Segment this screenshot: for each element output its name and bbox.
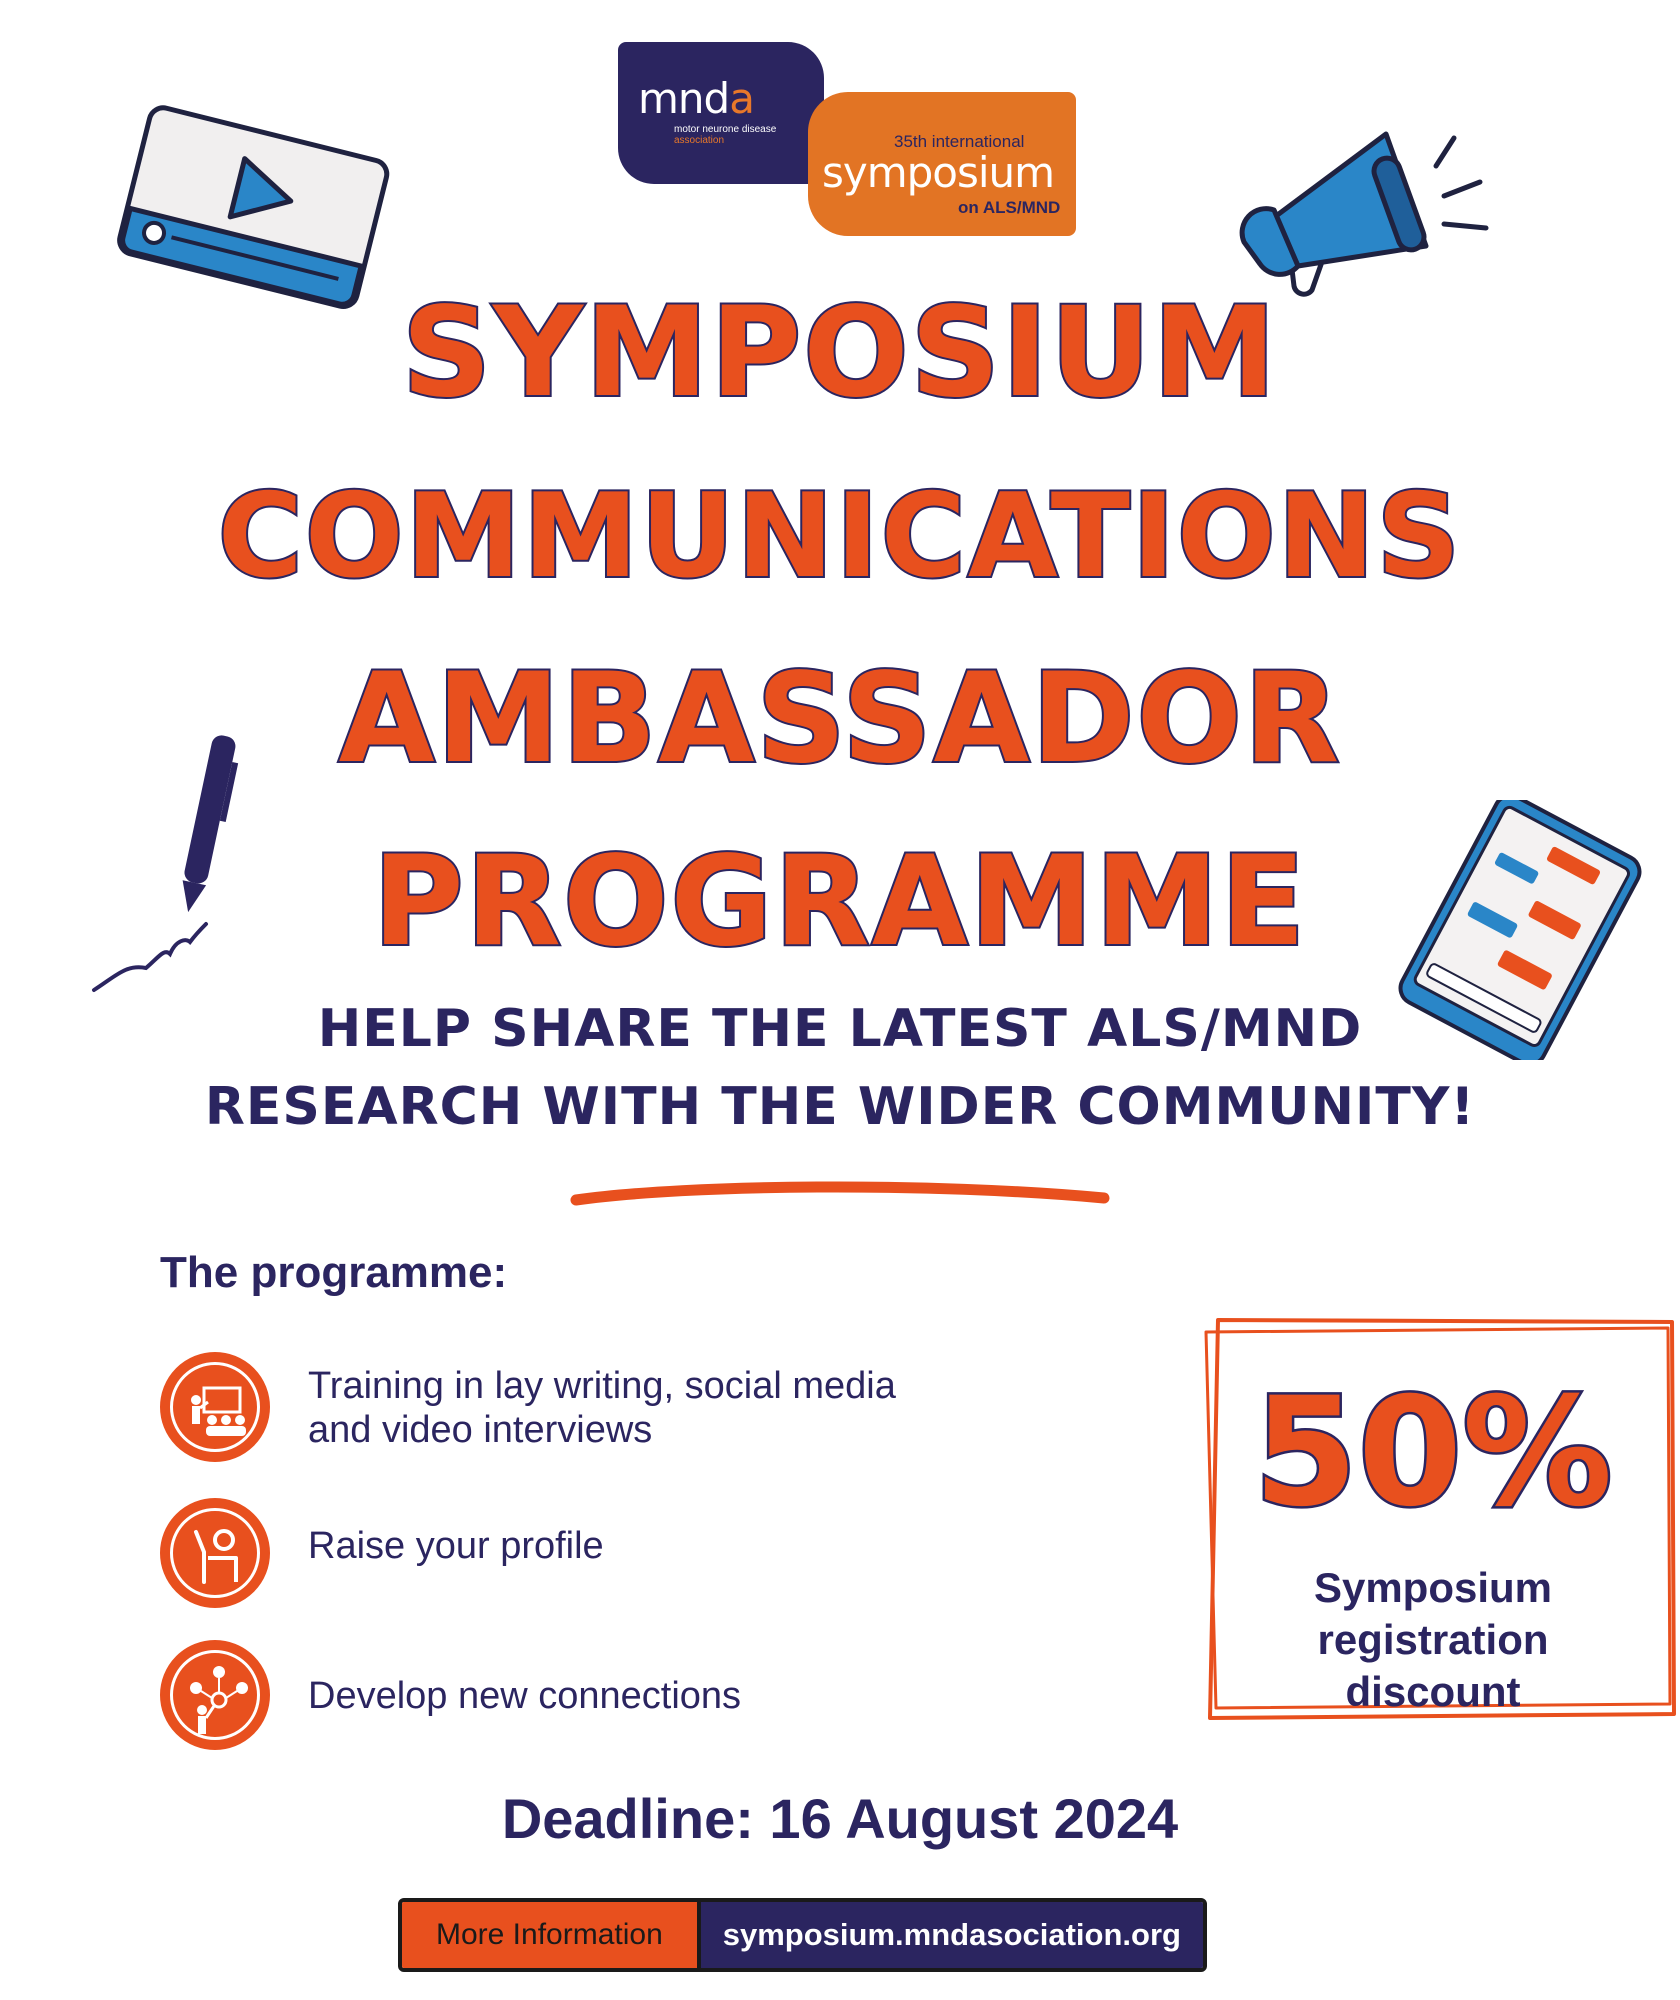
subtitle — [0, 990, 1680, 1146]
discount-caption — [1198, 1562, 1668, 1718]
discount-caption-line-2: registration — [1317, 1616, 1549, 1663]
page-title — [0, 262, 1680, 994]
training-presentation-icon — [160, 1352, 270, 1462]
raised-hand-icon — [160, 1498, 270, 1608]
title-line-3: AMBASSADOR — [338, 647, 1342, 791]
network-connections-icon — [160, 1640, 270, 1750]
deadline-text: Deadline: 16 August 2024 — [501, 1787, 1179, 1850]
symposium-logo — [808, 92, 1076, 236]
programme-heading: The programme: — [160, 1248, 508, 1297]
more-information-button[interactable]: More Information — [402, 1902, 701, 1968]
more-information-banner[interactable] — [398, 1898, 1207, 1972]
subtitle-line-2: RESEARCH WITH THE WIDER COMMUNITY! — [204, 1077, 1476, 1137]
discount-percent: 50% — [1253, 1366, 1613, 1540]
programme-item-3: Develop new connections — [308, 1675, 742, 1717]
mnda-tagline-association: association — [674, 135, 725, 146]
symposium-logo-wordmark: symposium — [822, 148, 1055, 197]
website-link[interactable]: symposium.mndasociation.org — [701, 1902, 1203, 1968]
symposium-logo-edition: 35th international — [894, 132, 1025, 151]
programme-item-1-line-2: and video interviews — [308, 1409, 653, 1451]
symposium-logo-subtitle: on ALS/MND — [958, 198, 1061, 217]
subtitle-line-1: HELP SHARE THE LATEST ALS/MND — [317, 999, 1363, 1059]
programme-item-2: Raise your profile — [308, 1525, 604, 1567]
mnda-wordmark-main: mnd — [638, 74, 730, 123]
mnda-wordmark-accent: a — [729, 74, 754, 123]
discount-caption-line-1: Symposium — [1313, 1564, 1553, 1611]
title-line-2: COMMUNICATIONS — [217, 469, 1463, 604]
title-line-1: SYMPOSIUM — [401, 281, 1279, 425]
programme-item-1 — [308, 1364, 896, 1452]
underline-swoosh — [570, 1178, 1110, 1212]
mnda-tagline: motor neurone disease — [674, 124, 777, 135]
programme-item-1-line-1: Training in lay writing, social media — [308, 1365, 896, 1407]
discount-caption-line-3: discount — [1345, 1668, 1521, 1715]
mnda-wordmark — [638, 74, 754, 123]
mnda-logo — [618, 42, 824, 184]
title-line-4: PROGRAMME — [372, 830, 1308, 974]
